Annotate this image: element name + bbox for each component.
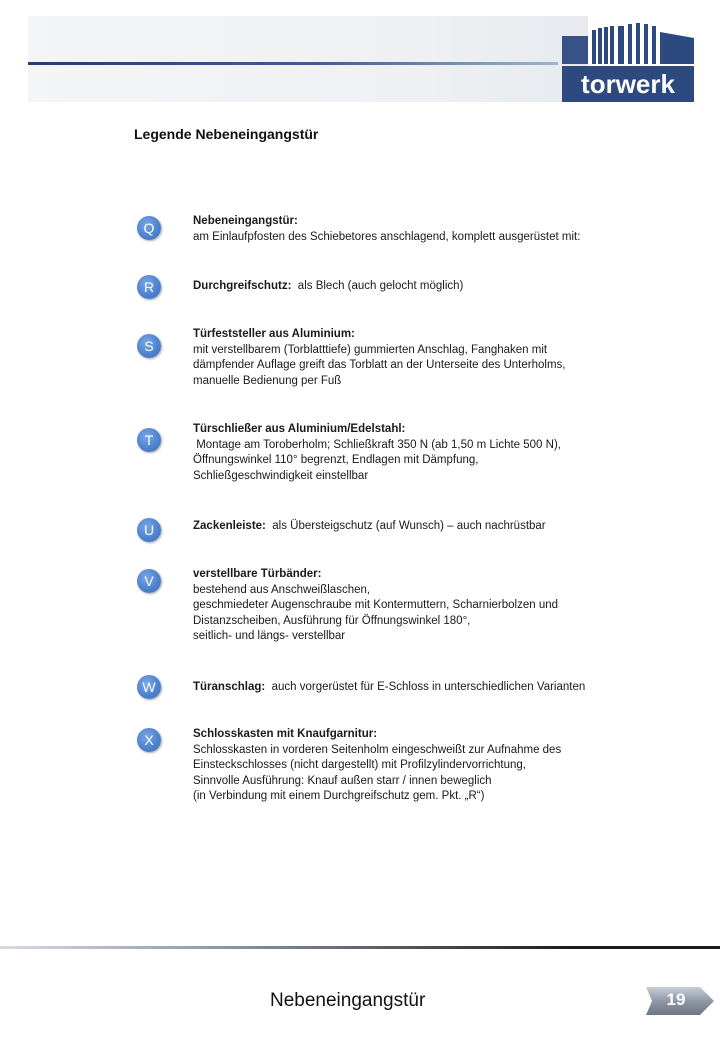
legend-item-v <box>193 567 653 645</box>
legend-item-r <box>193 279 653 295</box>
marker-x: X <box>137 728 161 752</box>
item-line: am Einlaufpfosten des Schiebetores anschlagend, komplett ausgerüstet mit: <box>193 230 581 243</box>
item-heading: Türanschlag: <box>193 681 266 693</box>
item-line: dämpfender Auflage greift das Torblatt an der Unterseite des Unterholms, <box>193 359 566 371</box>
marker-v: V <box>137 569 161 593</box>
marker-q: Q <box>137 216 161 240</box>
item-line: seitlich- und längs- verstellbar <box>193 630 346 642</box>
legend-item-t <box>193 422 653 484</box>
item-line: Öffnungswinkel 110° begrenzt, Endlagen mit Dämpfung, <box>193 454 479 466</box>
marker-t: T <box>137 428 161 452</box>
footer-rule <box>0 946 720 949</box>
header-band <box>28 16 588 102</box>
item-heading: Türschließer aus Aluminium/Edelstahl: <box>193 423 406 435</box>
footer-title: Nebeneingangstür <box>270 990 426 1011</box>
item-inline: auch vorgerüstet für E-Schloss in unterschiedlichen Varianten <box>271 681 586 693</box>
item-line: Montage am Toroberholm; Schließkraft 350 N (ab 1,50 m Lichte 500 N), <box>193 438 561 451</box>
legend-item-u <box>193 519 653 535</box>
legend-item-q <box>193 214 653 245</box>
item-line: Sinnvolle Ausführung: Knauf außen starr / innen beweglich <box>193 774 492 787</box>
legend-item-x <box>193 727 653 805</box>
item-heading: Schlosskasten mit Knaufgarnitur: <box>193 728 378 740</box>
item-line: Einsteckschlosses (nicht dargestellt) mit Profilzylindervorrichtung, <box>193 759 526 771</box>
item-line: mit verstellbarem (Torblatttiefe) gummierten Anschlag, Fanghaken mit <box>193 343 548 356</box>
item-heading: Durchgreifschutz: <box>193 280 292 292</box>
item-line: geschmiedeter Augenschraube mit Kontermuttern, Scharnierbolzen und <box>193 599 559 611</box>
item-heading: Zackenleiste: <box>193 520 266 532</box>
logo-wordmark: torwerk <box>581 69 675 99</box>
item-line: Schließgeschwindigkeit einstellbar <box>193 469 369 482</box>
torwerk-logo <box>556 20 700 106</box>
marker-s: S <box>137 334 161 358</box>
page-number: 19 <box>666 990 686 1009</box>
item-heading: Nebeneingangstür: <box>193 215 298 227</box>
item-line: bestehend aus Anschweißlaschen, <box>193 583 371 596</box>
item-line: (in Verbindung mit einem Durchgreifschutz gem. Pkt. „R“) <box>193 790 485 802</box>
item-inline: als Blech (auch gelocht möglich) <box>297 280 464 292</box>
item-inline: als Übersteigschutz (auf Wunsch) – auch nachrüstbar <box>272 520 546 532</box>
legend-item-s <box>193 327 653 389</box>
item-heading: verstellbare Türbänder: <box>193 568 322 580</box>
marker-r: R <box>137 275 161 299</box>
item-heading: Türfeststeller aus Aluminium: <box>193 328 355 340</box>
item-line: manuelle Bedienung per Fuß <box>193 374 342 387</box>
logo-bars-icon <box>562 23 694 64</box>
marker-w: W <box>137 675 161 699</box>
header-rule <box>28 62 558 65</box>
legend-title: Legende Nebeneingangstür <box>134 126 319 142</box>
legend-item-w <box>193 680 653 696</box>
item-line: Schlosskasten in vorderen Seitenholm eingeschweißt zur Aufnahme des <box>193 743 562 756</box>
marker-u: U <box>137 518 161 542</box>
item-line: Distanzscheiben, Ausführung für Öffnungswinkel 180°, <box>193 614 471 627</box>
